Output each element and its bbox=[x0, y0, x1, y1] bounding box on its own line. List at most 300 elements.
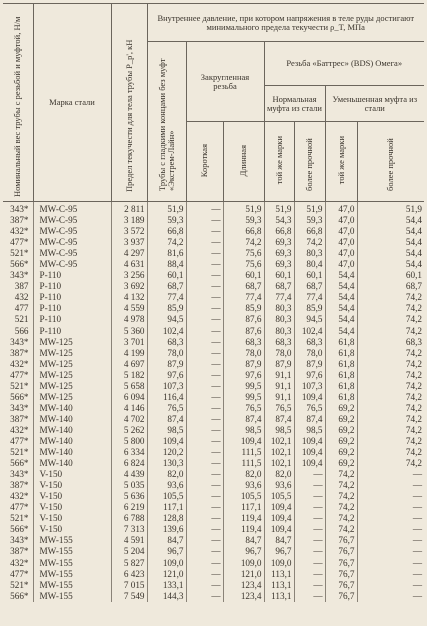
cell-yield-load: 5 035 bbox=[111, 480, 147, 491]
cell-round-long: 74,2 bbox=[223, 237, 264, 248]
cell-buttress-normal-same: 80,3 bbox=[264, 326, 294, 337]
cell-buttress-reduced-same: 74,2 bbox=[325, 480, 357, 491]
cell-yield-load: 5 636 bbox=[111, 491, 147, 502]
cell-round-short: — bbox=[186, 480, 223, 491]
cell-buttress-normal-same: 68,3 bbox=[264, 337, 294, 348]
cell-buttress-normal-same: 105,5 bbox=[264, 491, 294, 502]
cell-buttress-normal-same: 87,4 bbox=[264, 414, 294, 425]
cell-buttress-normal-stronger: 77,4 bbox=[294, 292, 325, 303]
cell-buttress-normal-same: 113,1 bbox=[264, 591, 294, 602]
cell-buttress-reduced-same: 61,8 bbox=[325, 337, 357, 348]
cell-buttress-normal-same: 87,9 bbox=[264, 359, 294, 370]
cell-steel-grade: MW-140 bbox=[33, 425, 111, 436]
cell-smooth-ends: 120,2 bbox=[147, 447, 186, 458]
cell-buttress-reduced-same: 54,4 bbox=[325, 326, 357, 337]
cell-yield-load: 4 439 bbox=[111, 469, 147, 480]
cell-round-short: — bbox=[186, 359, 223, 370]
cell-weight: 387* bbox=[3, 348, 33, 359]
cell-buttress-reduced-stronger: — bbox=[412, 502, 422, 513]
cell-yield-load: 2 811 bbox=[111, 202, 147, 216]
cell-round-short: — bbox=[186, 226, 223, 237]
cell-round-short: — bbox=[186, 392, 223, 403]
cell-steel-grade: MW-155 bbox=[33, 591, 111, 602]
cell-yield-load: 4 297 bbox=[111, 248, 147, 259]
cell-steel-grade: MW-155 bbox=[33, 535, 111, 546]
table-row bbox=[3, 558, 424, 569]
cell-buttress-reduced-stronger: — bbox=[412, 491, 422, 502]
cell-smooth-ends: 76,5 bbox=[147, 403, 186, 414]
cell-steel-grade: MW-125 bbox=[33, 337, 111, 348]
cell-weight: 343* bbox=[3, 535, 33, 546]
cell-steel-grade: MW-140 bbox=[33, 447, 111, 458]
cell-round-long: 75,6 bbox=[223, 248, 264, 259]
cell-buttress-reduced-stronger: 74,2 bbox=[405, 402, 422, 413]
cell-steel-grade: P-110 bbox=[33, 270, 111, 281]
cell-buttress-normal-stronger: — bbox=[294, 591, 325, 602]
cell-buttress-reduced-same: 69,2 bbox=[325, 414, 357, 425]
cell-round-long: 119,4 bbox=[223, 524, 264, 535]
cell-buttress-normal-same: 76,5 bbox=[264, 403, 294, 414]
table-row bbox=[3, 259, 424, 270]
cell-buttress-reduced-stronger: — bbox=[412, 480, 422, 491]
cell-buttress-reduced-stronger: 68,3 bbox=[405, 336, 422, 347]
cell-weight: 477 bbox=[3, 303, 33, 314]
header-reduced-same: той же марки bbox=[325, 122, 357, 202]
cell-round-short: — bbox=[186, 281, 223, 292]
cell-smooth-ends: 85,9 bbox=[147, 303, 186, 314]
cell-buttress-normal-same: 77,4 bbox=[264, 292, 294, 303]
cell-buttress-reduced-same: 69,2 bbox=[325, 458, 357, 469]
cell-yield-load: 4 631 bbox=[111, 259, 147, 270]
cell-weight: 566* bbox=[3, 458, 33, 469]
table-row bbox=[3, 292, 424, 303]
cell-steel-grade: P-110 bbox=[33, 303, 111, 314]
cell-round-long: 87,6 bbox=[223, 314, 264, 325]
cell-round-short: — bbox=[186, 502, 223, 513]
cell-smooth-ends: 102,4 bbox=[147, 326, 186, 337]
cell-smooth-ends: 139,6 bbox=[147, 524, 186, 535]
cell-smooth-ends: 87,4 bbox=[147, 414, 186, 425]
cell-buttress-reduced-same: 54,4 bbox=[325, 270, 357, 281]
cell-yield-load: 4 978 bbox=[111, 314, 147, 325]
cell-weight: 521* bbox=[3, 580, 33, 591]
cell-smooth-ends: 78,0 bbox=[147, 348, 186, 359]
cell-buttress-reduced-same: 74,2 bbox=[325, 524, 357, 535]
cell-round-long: 111,5 bbox=[223, 458, 264, 469]
cell-buttress-reduced-same: 61,8 bbox=[325, 381, 357, 392]
cell-steel-grade: MW-C-95 bbox=[33, 215, 111, 226]
cell-buttress-normal-stronger: — bbox=[294, 569, 325, 580]
cell-steel-grade: MW-155 bbox=[33, 580, 111, 591]
cell-round-short: — bbox=[186, 425, 223, 436]
cell-buttress-reduced-same: 69,2 bbox=[325, 425, 357, 436]
cell-round-short: — bbox=[186, 248, 223, 259]
cell-round-long: 59,3 bbox=[223, 215, 264, 226]
cell-buttress-normal-same: 109,4 bbox=[264, 524, 294, 535]
cell-buttress-normal-stronger: — bbox=[294, 502, 325, 513]
table-row bbox=[3, 348, 424, 359]
header-buttress: Резьба «Баттрес» (BDS) Омега» bbox=[264, 42, 424, 86]
cell-yield-load: 7 313 bbox=[111, 524, 147, 535]
cell-smooth-ends: 128,8 bbox=[147, 513, 186, 524]
table-row bbox=[3, 414, 424, 425]
cell-weight: 343* bbox=[3, 270, 33, 281]
cell-steel-grade: MW-155 bbox=[33, 558, 111, 569]
cell-buttress-normal-same: 91,1 bbox=[264, 381, 294, 392]
cell-weight: 566* bbox=[3, 259, 33, 270]
table-row bbox=[3, 580, 424, 591]
header-reduced-stronger: более прочной bbox=[357, 122, 424, 202]
cell-buttress-normal-same: 84,7 bbox=[264, 535, 294, 546]
cell-buttress-normal-same: 69,3 bbox=[264, 237, 294, 248]
cell-smooth-ends: 82,0 bbox=[147, 469, 186, 480]
cell-buttress-reduced-stronger: 74,2 bbox=[405, 347, 422, 358]
cell-yield-load: 6 219 bbox=[111, 502, 147, 513]
cell-round-short: — bbox=[186, 314, 223, 325]
cell-round-short: — bbox=[186, 580, 223, 591]
cell-yield-load: 3 701 bbox=[111, 337, 147, 348]
cell-weight: 343* bbox=[3, 469, 33, 480]
cell-yield-load: 3 572 bbox=[111, 226, 147, 237]
cell-yield-load: 4 559 bbox=[111, 303, 147, 314]
cell-buttress-reduced-stronger: 68,7 bbox=[405, 281, 422, 292]
cell-buttress-reduced-stronger: 54,4 bbox=[405, 237, 422, 248]
cell-buttress-reduced-same: 76,7 bbox=[325, 569, 357, 580]
cell-yield-load: 5 262 bbox=[111, 425, 147, 436]
cell-smooth-ends: 74,2 bbox=[147, 237, 186, 248]
cell-round-short: — bbox=[186, 591, 223, 602]
table-row bbox=[3, 248, 424, 259]
table-row bbox=[3, 469, 424, 480]
cell-buttress-normal-stronger: — bbox=[294, 513, 325, 524]
cell-round-long: 109,4 bbox=[223, 436, 264, 447]
cell-steel-grade: V-150 bbox=[33, 502, 111, 513]
cell-yield-load: 6 423 bbox=[111, 569, 147, 580]
cell-buttress-reduced-stronger: — bbox=[412, 513, 422, 524]
cell-buttress-normal-stronger: — bbox=[294, 558, 325, 569]
cell-weight: 477* bbox=[3, 237, 33, 248]
cell-weight: 432 bbox=[3, 292, 33, 303]
cell-weight: 566* bbox=[3, 591, 33, 602]
cell-smooth-ends: 97,6 bbox=[147, 370, 186, 381]
cell-smooth-ends: 121,0 bbox=[147, 569, 186, 580]
cell-buttress-reduced-same: 61,8 bbox=[325, 370, 357, 381]
cell-smooth-ends: 77,4 bbox=[147, 292, 186, 303]
cell-buttress-reduced-stronger: — bbox=[412, 579, 422, 590]
cell-round-long: 87,4 bbox=[223, 414, 264, 425]
cell-smooth-ends: 98,5 bbox=[147, 425, 186, 436]
cell-steel-grade: MW-C-95 bbox=[33, 259, 111, 270]
cell-buttress-normal-stronger: — bbox=[294, 480, 325, 491]
cell-buttress-reduced-same: 69,2 bbox=[325, 403, 357, 414]
cell-buttress-normal-stronger: 98,5 bbox=[294, 425, 325, 436]
cell-buttress-reduced-stronger: 54,4 bbox=[405, 215, 422, 226]
cell-round-long: 76,5 bbox=[223, 403, 264, 414]
cell-steel-grade: MW-125 bbox=[33, 381, 111, 392]
cell-buttress-normal-same: 66,8 bbox=[264, 226, 294, 237]
cell-buttress-reduced-stronger: 74,2 bbox=[405, 303, 422, 314]
table-row bbox=[3, 546, 424, 557]
cell-buttress-normal-stronger: 66,8 bbox=[294, 226, 325, 237]
cell-weight: 432* bbox=[3, 359, 33, 370]
cell-buttress-reduced-stronger: 54,4 bbox=[405, 248, 422, 259]
cell-round-long: 99,5 bbox=[223, 392, 264, 403]
cell-round-short: — bbox=[186, 337, 223, 348]
cell-steel-grade: V-150 bbox=[33, 469, 111, 480]
cell-buttress-reduced-same: 61,8 bbox=[325, 359, 357, 370]
cell-round-long: 97,6 bbox=[223, 370, 264, 381]
cell-buttress-normal-stronger: 109,4 bbox=[294, 392, 325, 403]
cell-smooth-ends: 84,7 bbox=[147, 535, 186, 546]
cell-steel-grade: MW-C-95 bbox=[33, 202, 111, 216]
cell-buttress-normal-stronger: — bbox=[294, 546, 325, 557]
table-row bbox=[3, 237, 424, 248]
cell-yield-load: 5 360 bbox=[111, 326, 147, 337]
cell-round-short: — bbox=[186, 414, 223, 425]
cell-buttress-reduced-stronger: — bbox=[412, 568, 422, 579]
cell-round-long: 105,5 bbox=[223, 491, 264, 502]
cell-round-long: 87,9 bbox=[223, 359, 264, 370]
cell-yield-load: 6 094 bbox=[111, 392, 147, 403]
cell-buttress-normal-same: 69,3 bbox=[264, 259, 294, 270]
cell-round-short: — bbox=[186, 403, 223, 414]
cell-round-long: 68,3 bbox=[223, 337, 264, 348]
cell-buttress-normal-stronger: 59,3 bbox=[294, 215, 325, 226]
cell-smooth-ends: 51,9 bbox=[147, 202, 186, 216]
cell-buttress-reduced-same: 69,2 bbox=[325, 436, 357, 447]
cell-round-short: — bbox=[186, 546, 223, 557]
cell-smooth-ends: 109,4 bbox=[147, 436, 186, 447]
cell-buttress-reduced-same: 47,0 bbox=[325, 237, 357, 248]
cell-smooth-ends: 96,7 bbox=[147, 546, 186, 557]
header-weight: Номинальный вес трубы с резьбой и муфтой, Н/м bbox=[3, 4, 33, 202]
cell-buttress-normal-same: 54,3 bbox=[264, 215, 294, 226]
cell-weight: 432* bbox=[3, 425, 33, 436]
cell-buttress-reduced-stronger: 74,2 bbox=[405, 325, 422, 336]
cell-buttress-normal-stronger: 109,4 bbox=[294, 447, 325, 458]
cell-buttress-reduced-same: 54,4 bbox=[325, 314, 357, 325]
cell-smooth-ends: 144,3 bbox=[147, 591, 186, 602]
cell-buttress-reduced-stronger: — bbox=[412, 469, 422, 480]
cell-buttress-normal-same: 91,1 bbox=[264, 392, 294, 403]
cell-buttress-normal-same: 102,1 bbox=[264, 447, 294, 458]
cell-buttress-normal-same: 113,1 bbox=[264, 569, 294, 580]
cell-steel-grade: MW-140 bbox=[33, 403, 111, 414]
cell-weight: 521 bbox=[3, 314, 33, 325]
cell-buttress-normal-stronger: 85,9 bbox=[294, 303, 325, 314]
cell-steel-grade: V-150 bbox=[33, 524, 111, 535]
cell-buttress-normal-stronger: 78,0 bbox=[294, 348, 325, 359]
cell-buttress-reduced-stronger: 54,4 bbox=[405, 226, 422, 237]
cell-buttress-reduced-stronger: 74,2 bbox=[405, 424, 422, 435]
table-header bbox=[3, 4, 424, 202]
cell-steel-grade: MW-C-95 bbox=[33, 248, 111, 259]
cell-buttress-normal-stronger: — bbox=[294, 524, 325, 535]
cell-buttress-reduced-same: 47,0 bbox=[325, 215, 357, 226]
cell-weight: 387* bbox=[3, 546, 33, 557]
cell-weight: 477* bbox=[3, 569, 33, 580]
cell-yield-load: 3 256 bbox=[111, 270, 147, 281]
table-row bbox=[3, 480, 424, 491]
cell-round-long: 78,0 bbox=[223, 348, 264, 359]
cell-smooth-ends: 116,4 bbox=[147, 392, 186, 403]
cell-yield-load: 7 015 bbox=[111, 580, 147, 591]
cell-steel-grade: P-110 bbox=[33, 314, 111, 325]
cell-round-short: — bbox=[186, 259, 223, 270]
table-row bbox=[3, 326, 424, 337]
cell-buttress-normal-same: 60,1 bbox=[264, 270, 294, 281]
table-row bbox=[3, 513, 424, 524]
cell-buttress-reduced-stronger: 51,9 bbox=[405, 204, 422, 214]
cell-smooth-ends: 81,6 bbox=[147, 248, 186, 259]
cell-round-long: 121,0 bbox=[223, 569, 264, 580]
cell-buttress-reduced-stronger: 74,2 bbox=[405, 435, 422, 446]
cell-buttress-reduced-same: 76,7 bbox=[325, 546, 357, 557]
cell-buttress-normal-same: 80,3 bbox=[264, 314, 294, 325]
cell-yield-load: 4 591 bbox=[111, 535, 147, 546]
cell-smooth-ends: 93,6 bbox=[147, 480, 186, 491]
cell-steel-grade: P-110 bbox=[33, 281, 111, 292]
cell-round-long: 60,1 bbox=[223, 270, 264, 281]
cell-buttress-reduced-stronger: 74,2 bbox=[405, 391, 422, 402]
cell-weight: 432* bbox=[3, 558, 33, 569]
cell-buttress-normal-same: 96,7 bbox=[264, 546, 294, 557]
cell-buttress-reduced-stronger: 74,2 bbox=[405, 458, 422, 469]
cell-weight: 387* bbox=[3, 414, 33, 425]
cell-buttress-normal-stronger: 80,4 bbox=[294, 259, 325, 270]
header-round-thread: Закругленная резьба bbox=[186, 42, 264, 122]
cell-buttress-normal-same: 68,7 bbox=[264, 281, 294, 292]
cell-round-short: — bbox=[186, 270, 223, 281]
cell-buttress-normal-stronger: 74,2 bbox=[294, 237, 325, 248]
cell-buttress-normal-stronger: 109,4 bbox=[294, 436, 325, 447]
pipe-strength-table bbox=[3, 3, 424, 602]
cell-buttress-reduced-stronger: — bbox=[412, 546, 422, 557]
cell-yield-load: 7 549 bbox=[111, 591, 147, 602]
cell-round-short: — bbox=[186, 326, 223, 337]
cell-smooth-ends: 60,1 bbox=[147, 270, 186, 281]
table-row bbox=[3, 359, 424, 370]
cell-buttress-reduced-same: 76,7 bbox=[325, 591, 357, 602]
cell-steel-grade: MW-125 bbox=[33, 348, 111, 359]
table-row bbox=[3, 569, 424, 580]
cell-buttress-reduced-same: 69,2 bbox=[325, 447, 357, 458]
cell-buttress-normal-same: 51,9 bbox=[264, 202, 294, 216]
cell-weight: 477* bbox=[3, 502, 33, 513]
cell-steel-grade: MW-125 bbox=[33, 370, 111, 381]
cell-steel-grade: MW-125 bbox=[33, 392, 111, 403]
cell-buttress-reduced-stronger: 74,2 bbox=[405, 314, 422, 325]
cell-weight: 566 bbox=[3, 326, 33, 337]
header-short: Короткая bbox=[186, 122, 223, 202]
cell-round-long: 93,6 bbox=[223, 480, 264, 491]
cell-yield-load: 4 199 bbox=[111, 348, 147, 359]
cell-smooth-ends: 68,3 bbox=[147, 337, 186, 348]
cell-smooth-ends: 68,7 bbox=[147, 281, 186, 292]
cell-smooth-ends: 133,1 bbox=[147, 580, 186, 591]
cell-round-long: 123,4 bbox=[223, 591, 264, 602]
cell-yield-load: 5 800 bbox=[111, 436, 147, 447]
cell-buttress-normal-same: 69,3 bbox=[264, 248, 294, 259]
cell-buttress-normal-same: 102,1 bbox=[264, 458, 294, 469]
cell-buttress-normal-stronger: — bbox=[294, 491, 325, 502]
header-smooth-ends: Трубы с гладкими концами без муфт «Экстрем-Лайн» bbox=[147, 42, 186, 202]
cell-round-short: — bbox=[186, 469, 223, 480]
table-row bbox=[3, 215, 424, 226]
cell-buttress-normal-same: 102,1 bbox=[264, 436, 294, 447]
cell-buttress-reduced-same: 74,2 bbox=[325, 469, 357, 480]
cell-buttress-normal-same: 98,5 bbox=[264, 425, 294, 436]
cell-buttress-normal-stronger: 107,3 bbox=[294, 381, 325, 392]
header-normal-same: той же марки bbox=[264, 122, 294, 202]
cell-buttress-normal-same: 109,0 bbox=[264, 558, 294, 569]
cell-buttress-reduced-same: 54,4 bbox=[325, 303, 357, 314]
cell-weight: 521* bbox=[3, 513, 33, 524]
cell-steel-grade: MW-140 bbox=[33, 458, 111, 469]
cell-round-long: 119,4 bbox=[223, 513, 264, 524]
table-row bbox=[3, 403, 424, 414]
cell-round-short: — bbox=[186, 202, 223, 216]
cell-buttress-normal-same: 93,6 bbox=[264, 480, 294, 491]
cell-steel-grade: MW-140 bbox=[33, 436, 111, 447]
cell-buttress-normal-stronger: 80,3 bbox=[294, 248, 325, 259]
cell-yield-load: 5 658 bbox=[111, 381, 147, 392]
cell-buttress-normal-stronger: 68,3 bbox=[294, 337, 325, 348]
cell-steel-grade: P-110 bbox=[33, 292, 111, 303]
cell-round-short: — bbox=[186, 348, 223, 359]
cell-steel-grade: P-110 bbox=[33, 326, 111, 337]
cell-round-short: — bbox=[186, 513, 223, 524]
cell-yield-load: 4 146 bbox=[111, 403, 147, 414]
cell-round-long: 123,4 bbox=[223, 580, 264, 591]
cell-round-long: 77,4 bbox=[223, 292, 264, 303]
cell-buttress-normal-stronger: 51,9 bbox=[294, 202, 325, 216]
cell-weight: 343* bbox=[3, 337, 33, 348]
cell-buttress-normal-stronger: 68,7 bbox=[294, 281, 325, 292]
cell-round-long: 87,6 bbox=[223, 326, 264, 337]
cell-steel-grade: V-150 bbox=[33, 491, 111, 502]
cell-steel-grade: MW-155 bbox=[33, 546, 111, 557]
cell-weight: 477* bbox=[3, 370, 33, 381]
cell-round-short: — bbox=[186, 535, 223, 546]
cell-buttress-normal-stronger: 76,5 bbox=[294, 403, 325, 414]
cell-buttress-normal-stronger: 87,4 bbox=[294, 414, 325, 425]
cell-weight: 343* bbox=[3, 202, 33, 216]
cell-buttress-reduced-same: 54,4 bbox=[325, 281, 357, 292]
table-body bbox=[3, 202, 424, 602]
table-row bbox=[3, 281, 424, 292]
cell-yield-load: 3 692 bbox=[111, 281, 147, 292]
table-row bbox=[3, 392, 424, 403]
cell-buttress-reduced-same: 76,7 bbox=[325, 535, 357, 546]
cell-round-long: 111,5 bbox=[223, 447, 264, 458]
cell-buttress-reduced-same: 74,2 bbox=[325, 502, 357, 513]
table-row bbox=[3, 491, 424, 502]
cell-round-short: — bbox=[186, 303, 223, 314]
cell-buttress-reduced-same: 76,7 bbox=[325, 580, 357, 591]
cell-buttress-normal-same: 80,3 bbox=[264, 303, 294, 314]
cell-weight: 387* bbox=[3, 215, 33, 226]
table-row bbox=[3, 226, 424, 237]
cell-round-long: 85,9 bbox=[223, 303, 264, 314]
cell-smooth-ends: 105,5 bbox=[147, 491, 186, 502]
cell-steel-grade: MW-C-95 bbox=[33, 237, 111, 248]
table-row bbox=[3, 502, 424, 513]
cell-buttress-normal-stronger: 94,5 bbox=[294, 314, 325, 325]
cell-buttress-normal-same: 78,0 bbox=[264, 348, 294, 359]
cell-steel-grade: MW-140 bbox=[33, 414, 111, 425]
cell-round-short: — bbox=[186, 292, 223, 303]
